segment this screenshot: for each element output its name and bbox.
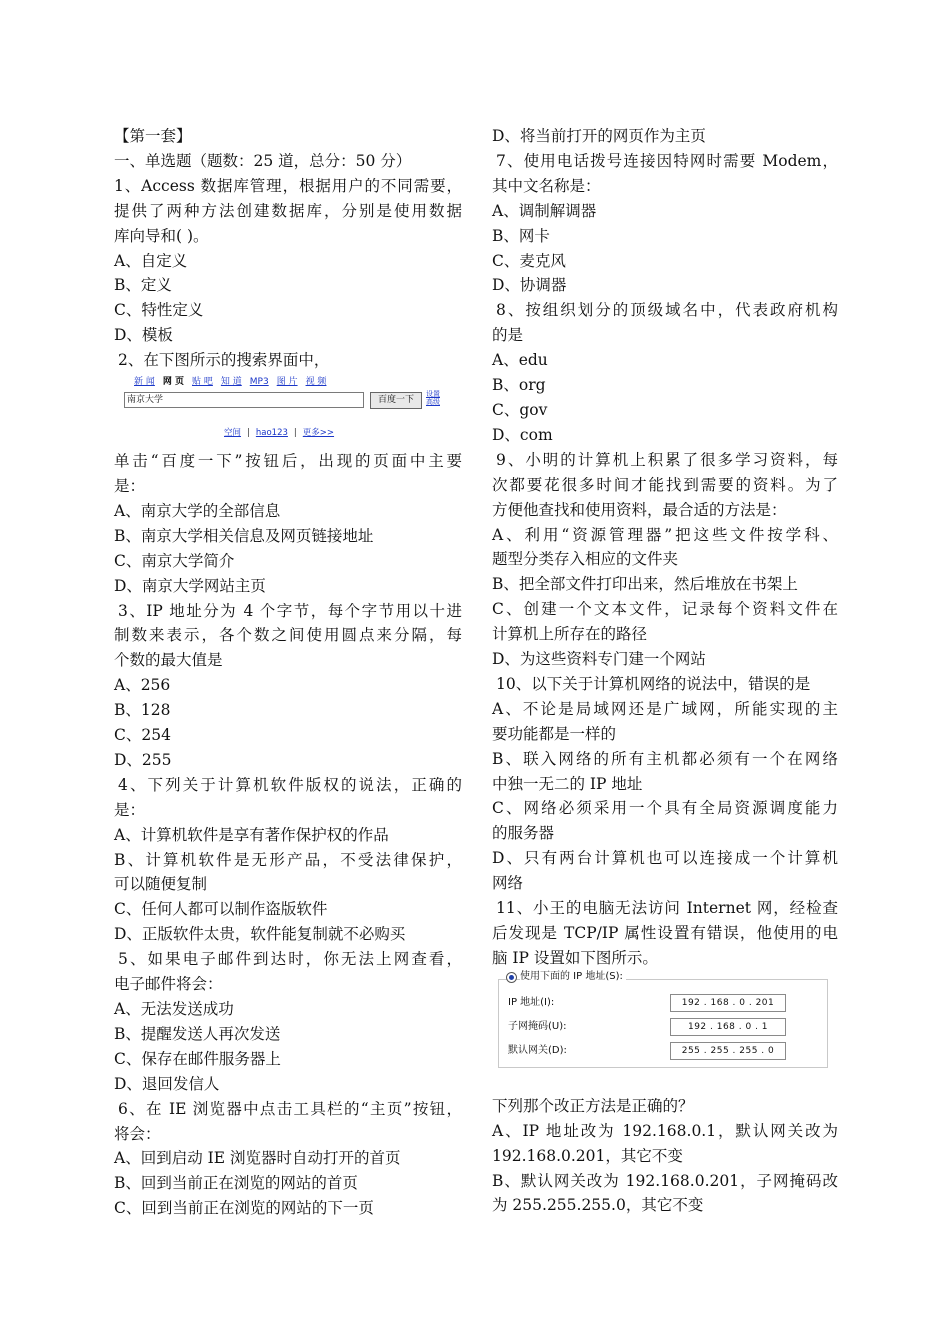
option: A、计算机软件是享有著作保护权的作品 — [114, 825, 389, 844]
nav-images: 图 片 — [276, 377, 298, 388]
question-1-text: 提供了两种方法创建数据库，分别是使用数据 — [114, 201, 462, 220]
radio-selected-icon — [506, 972, 517, 983]
right-column — [492, 124, 838, 1218]
option: C、回到当前正在浏览的网站的下一页 — [114, 1199, 374, 1218]
default-gateway-field: 255 . 255 . 255 . 0 — [670, 1042, 786, 1060]
question-8-text: 的是 — [492, 326, 524, 345]
option: B、网卡 — [492, 226, 550, 245]
option: C、gov — [492, 400, 548, 419]
question-5-text: 5、如果电子邮件到达时，你无法上网查看， — [118, 950, 462, 969]
subnet-mask-label: 子网掩码(U): — [508, 1020, 567, 1032]
nav-mp3: MP3 — [249, 377, 269, 388]
option: B、把全部文件打印出来，然后堆放在书架上 — [492, 575, 798, 594]
option: D、退回发信人 — [114, 1074, 220, 1093]
nav-news: 新 闻 — [134, 377, 155, 388]
option: B、定义 — [114, 276, 172, 295]
subnet-mask-field: 192 . 168 . 0 . 1 — [670, 1018, 786, 1036]
option: C、创建一个文本文件，记录每个资料文件在 — [492, 600, 838, 619]
question-11-text: 后发现是 TCP/IP 属性设置有错误，他使用的电 — [492, 924, 838, 942]
option: D、模板 — [114, 326, 173, 345]
option: D、com — [492, 425, 553, 444]
question-1-text: 1、Access 数据库管理，根据用户的不同需要， — [114, 176, 462, 195]
question-3-text: 3、IP 地址分为 4 个字节，每个字节用以十进 — [118, 601, 462, 620]
option: A、256 — [114, 676, 171, 695]
option: 为 255.255.255.0，其它不变 — [492, 1196, 704, 1215]
option: 192.168.0.201，其它不变 — [492, 1146, 683, 1165]
link-space: 空间 — [224, 428, 242, 439]
option: 题型分类存入相应的文件夹 — [492, 550, 679, 569]
option: A、无法发送成功 — [114, 1000, 234, 1018]
question-2-text: 单击“百度一下”按钮后，出现的页面中主要 — [114, 452, 462, 471]
option: D、将当前打开的网页作为主页 — [492, 127, 706, 145]
option: A、IP 地址改为 192.168.0.1，默认网关改为 — [492, 1121, 838, 1140]
search-button: 百度一下 — [370, 392, 422, 409]
section-heading: 一、单选题（题数：25 道，总分：50 分） — [114, 151, 412, 170]
option: B、联入网络的所有主机都必须有一个在网络 — [492, 749, 838, 768]
settings-link: 设置 — [426, 390, 440, 399]
search-input: 南京大学 — [124, 392, 364, 408]
question-6-text: 6、在 IE 浏览器中点击工具栏的“主页”按钮， — [118, 1099, 462, 1118]
option: B、默认网关改为 192.168.0.201，子网掩码改 — [492, 1171, 838, 1190]
ip-settings-figure — [492, 971, 838, 1094]
link-separator: | — [293, 428, 297, 439]
option: C、特性定义 — [114, 301, 204, 320]
question-2-text: 2、在下图所示的搜索界面中， — [118, 351, 330, 370]
question-3-text: 制数来表示，各个数之间使用圆点来分隔，每 — [114, 626, 462, 645]
question-10-text: 10、以下关于计算机网络的说法中，错误的是 — [496, 674, 811, 693]
option: A、不论是局域网还是广域网，所能实现的主 — [492, 699, 838, 718]
option: D、为这些资料专门建一个网站 — [492, 650, 706, 669]
nav-web: 网 页 — [162, 377, 185, 388]
option: C、254 — [114, 726, 171, 745]
baidu-search-figure — [114, 373, 462, 449]
option: B、南京大学相关信息及网页链接地址 — [114, 526, 374, 545]
option: C、网络必须采用一个具有全局资源调度能力 — [492, 799, 838, 818]
question-9-text: 9、小明的计算机上积累了很多学习资料，每 — [496, 450, 838, 469]
option: B、128 — [114, 701, 171, 720]
option: A、调制解调器 — [492, 201, 597, 220]
option: 中独一无二的 IP 地址 — [492, 774, 643, 793]
bottom-links — [224, 428, 334, 438]
option: 网络 — [492, 874, 524, 893]
option: 的服务器 — [492, 824, 555, 843]
question-6-text: 将会： — [114, 1124, 161, 1143]
option: D、协调器 — [492, 276, 567, 295]
link-separator: | — [247, 428, 250, 439]
option: C、保存在邮件服务器上 — [114, 1049, 281, 1068]
question-9-text: 方便他查找和使用资料，最合适的方法是： — [492, 500, 787, 519]
option: 可以随便复制 — [114, 875, 208, 894]
question-5-text: 电子邮件将会： — [114, 975, 223, 994]
question-11-text: 下列那个改正方法是正确的？ — [492, 1096, 694, 1115]
option: D、只有两台计算机也可以连接成一个计算机 — [492, 849, 838, 868]
question-8-text: 8、按组织划分的顶级域名中，代表政府机构 — [496, 301, 838, 320]
nav-tieba: 贴 吧 — [192, 377, 213, 388]
search-nav — [134, 376, 334, 388]
nav-zhidao: 知 道 — [220, 377, 242, 388]
advanced-link: 高级 — [426, 398, 440, 407]
link-hao123: hao123 — [255, 428, 288, 439]
question-7-text: 7、使用电话拨号连接因特网时需要 Modem， — [496, 151, 838, 170]
option: D、正版软件太贵，软件能复制就不必购买 — [114, 925, 406, 944]
ip-address-label: IP 地址(I): — [508, 996, 555, 1008]
left-column — [114, 124, 462, 1221]
default-gateway-label: 默认网关(D): — [508, 1044, 567, 1056]
ip-address-field: 192 . 168 . 0 . 201 — [670, 994, 786, 1012]
option: D、南京大学网站主页 — [114, 576, 266, 595]
option: B、org — [492, 376, 546, 395]
question-4-text: 4、下列关于计算机软件版权的说法，正确的 — [118, 775, 462, 794]
question-3-text: 个数的最大值是 — [114, 651, 223, 670]
option: D、255 — [114, 750, 172, 769]
question-7-text: 其中文名称是： — [492, 176, 601, 195]
option: A、南京大学的全部信息 — [114, 501, 281, 520]
option: A、利用“资源管理器”把这些文件按学科、 — [492, 525, 838, 544]
settings-links — [426, 390, 440, 406]
option: C、南京大学简介 — [114, 551, 235, 570]
option: C、麦克风 — [492, 251, 566, 270]
nav-video: 视 频 — [305, 377, 327, 388]
question-9-text: 次都要花很多时间才能找到需要的资料。为了 — [492, 475, 838, 494]
option: B、回到当前正在浏览的网站的首页 — [114, 1174, 358, 1193]
set-title: 【第一套】 — [114, 127, 192, 145]
question-11-text: 11、小王的电脑无法访问 Internet 网，经检查 — [496, 899, 838, 918]
question-1-text: 库向导和( )。 — [114, 226, 209, 245]
question-2-text: 是： — [114, 476, 146, 495]
option: 要功能都是一样的 — [492, 724, 617, 743]
option: A、回到启动 IE 浏览器时自动打开的首页 — [114, 1149, 401, 1168]
question-11-text: 脑 IP 设置如下图所示。 — [492, 948, 658, 967]
option: B、提醒发送人再次发送 — [114, 1024, 281, 1043]
link-more: 更多>> — [302, 428, 335, 439]
option: A、自定义 — [114, 251, 188, 270]
radio-label: 使用下面的 IP 地址(S): — [520, 970, 626, 983]
option: A、edu — [492, 351, 548, 370]
question-4-text: 是： — [114, 800, 146, 819]
option: C、任何人都可以制作盗版软件 — [114, 900, 328, 919]
option: 计算机上所存在的路径 — [492, 625, 648, 644]
option: B、计算机软件是无形产品，不受法律保护， — [114, 850, 462, 869]
